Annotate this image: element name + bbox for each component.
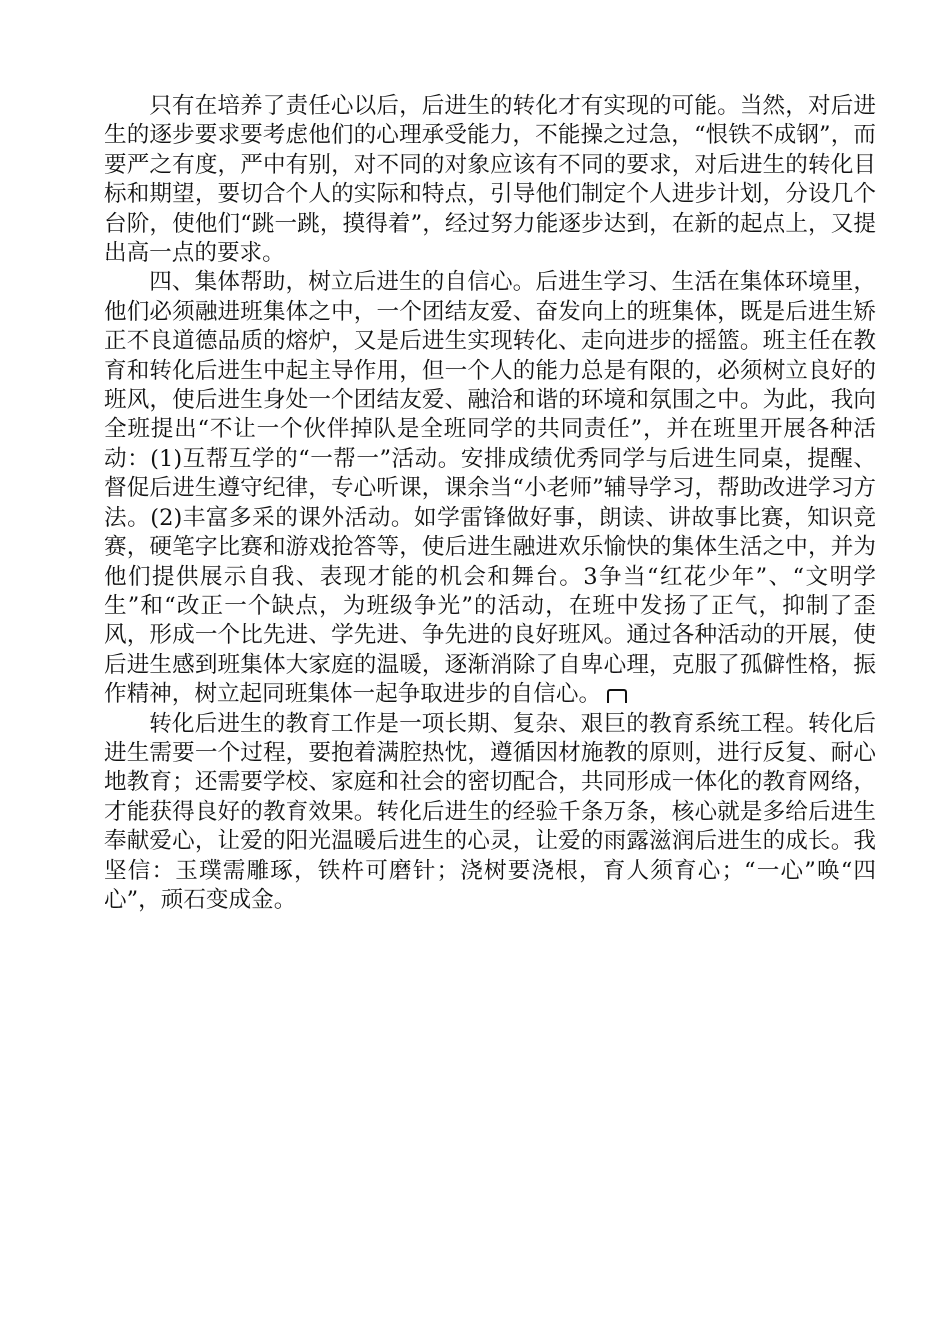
paragraph-conclusion: [104, 710, 876, 916]
paragraph-collective-help: [104, 268, 876, 709]
paragraph-collective-help-text: 四、集体帮助，树立后进生的自信心。后进生学习、生活在集体环境里，他们必须融进班集体之中，一个团结友爱、奋发向上的班集体，既是后进生矫正不良道德品质的熔炉，又是后进生实现转化、走向进步的摇篮。班主任在教育和转化后进生中起主导作用，但一个人的能力总是有限的，必须树立良好的班风，使后进生身处一个团结友爱、融洽和谐的环境和氛围之中。为此，我向全班提出“不让一个伙伴掉队是全班同学的共同责任”，并在班里开展各种活动：(1)互帮互学的“一帮一”活动。安排成绩优秀同学与后进生同桌，提醒、督促后进生遵守纪律，专心听课，课余当“小老师”辅导学习，帮助改进学习方法。(2)丰富多采的课外活动。如学雷锋做好事，朗读、讲故事比赛，知识竞赛，硬笔字比赛和游戏抢答等，使后进生融进欢乐愉快的集体生活之中，并为他们提供展示自我、表现才能的机会和舞台。3争当“红花少年”、“文明学生”和“改正一个缺点，为班级争光”的活动，在班中发扬了正气，抑制了歪风，形成一个比先进、学先进、争先进的良好班风。通过各种活动的开展，使后进生感到班集体大家庭的温暖，逐渐消除了自卑心理，克服了孤僻性格，振作精神，树立起同班集体一起争取进步的自信心。: [104, 269, 876, 708]
document-page: [104, 92, 876, 915]
paragraph-responsibility: [104, 92, 876, 268]
section-end-mark-icon: [607, 689, 627, 703]
paragraph-conclusion-text: 转化后进生的教育工作是一项长期、复杂、艰巨的教育系统工程。转化后进生需要一个过程，要抱着满腔热忱，遵循因材施教的原则，进行反复、耐心地教育；还需要学校、家庭和社会的密切配合，共同形成一体化的教育网络，才能获得良好的教育效果。转化后进生的经验千条万条，核心就是多给后进生奉献爱心，让爱的阳光温暖后进生的心灵，让爱的雨露滋润后进生的成长。我坚信：玉璞需雕琢，铁杵可磨针；浇树要浇根，育人须育心；“一心”唤“四心”，顽石变成金。: [104, 710, 876, 913]
paragraph-responsibility-text: 只有在培养了责任心以后，后进生的转化才有实现的可能。当然，对后进生的逐步要求要考虑他们的心理承受能力，不能操之过急，“恨铁不成钢”，而要严之有度，严中有别，对不同的对象应该有不同的要求，对后进生的转化目标和期望，要切合个人的实际和特点，引导他们制定个人进步计划，分设几个台阶，使他们“跳一跳，摸得着”，经过努力能逐步达到，在新的起点上，又提出高一点的要求。: [104, 93, 876, 267]
